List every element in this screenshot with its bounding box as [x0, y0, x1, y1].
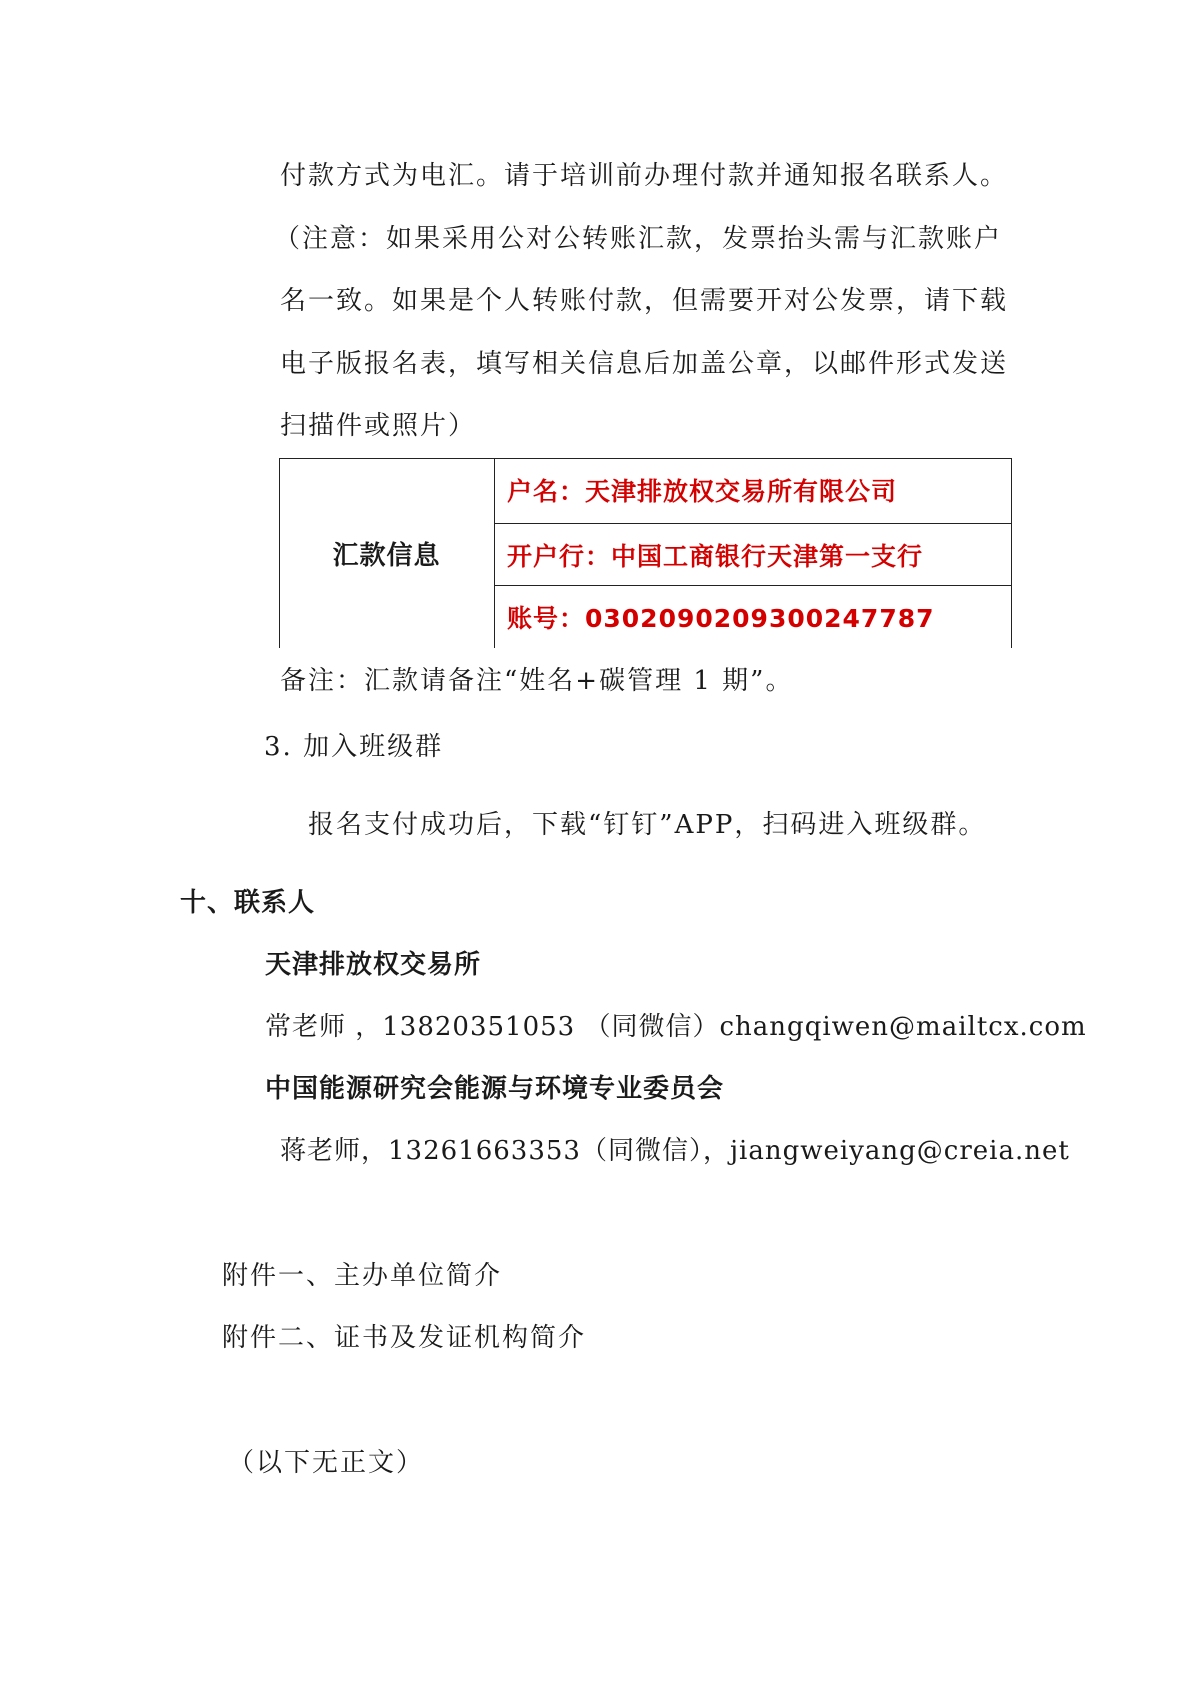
payment-line-1: 付款方式为电汇。请于培训前办理付款并通知报名联系人。	[280, 161, 1009, 191]
end-note: （以下无正文）	[228, 1448, 425, 1478]
account-name: 户名：天津排放权交易所有限公司	[507, 477, 898, 506]
table-border-right	[1011, 458, 1012, 648]
payment-line-5: 扫描件或照片）	[280, 411, 477, 441]
attachment-1: 附件一、主办单位简介	[222, 1261, 503, 1291]
org1-contact: 常老师 ，13820351053 （同微信）changqiwen@mailtcx.com	[265, 1012, 1087, 1042]
org2-contact: 蒋老师，13261663353（同微信），jiangweiyang@creia.net	[280, 1136, 1070, 1166]
step3-body: 报名支付成功后，下载“钉钉”APP，扫码进入班级群。	[308, 810, 987, 840]
account-number: 账号：0302090209300247787	[507, 604, 935, 633]
org2-name: 中国能源研究会能源与环境专业委员会	[265, 1074, 725, 1104]
remittance-label-cell	[279, 458, 494, 648]
contacts-heading: 十、联系人	[180, 888, 316, 918]
payment-line-2: （注意：如果采用公对公转账汇款，发票抬头需与汇款账户	[274, 224, 1003, 254]
table-row-divider-1	[494, 523, 1012, 524]
payment-line-4: 电子版报名表，填写相关信息后加盖公章，以邮件形式发送	[280, 349, 1009, 379]
org1-name: 天津排放权交易所	[265, 950, 482, 980]
table-row-divider-2	[494, 585, 1012, 586]
table-column-divider	[494, 458, 495, 648]
remittance-label: 汇款信息	[332, 540, 441, 571]
step3-heading: 3. 加入班级群	[264, 732, 444, 762]
remittance-table	[279, 458, 1012, 648]
attachment-2: 附件二、证书及发证机构简介	[222, 1323, 587, 1353]
payment-line-3: 名一致。如果是个人转账付款，但需要开对公发票，请下载	[280, 286, 1009, 316]
bank-name: 开户行：中国工商银行天津第一支行	[507, 542, 924, 571]
remittance-remark: 备注：汇款请备注“姓名+碳管理 1 期”。	[280, 666, 794, 696]
